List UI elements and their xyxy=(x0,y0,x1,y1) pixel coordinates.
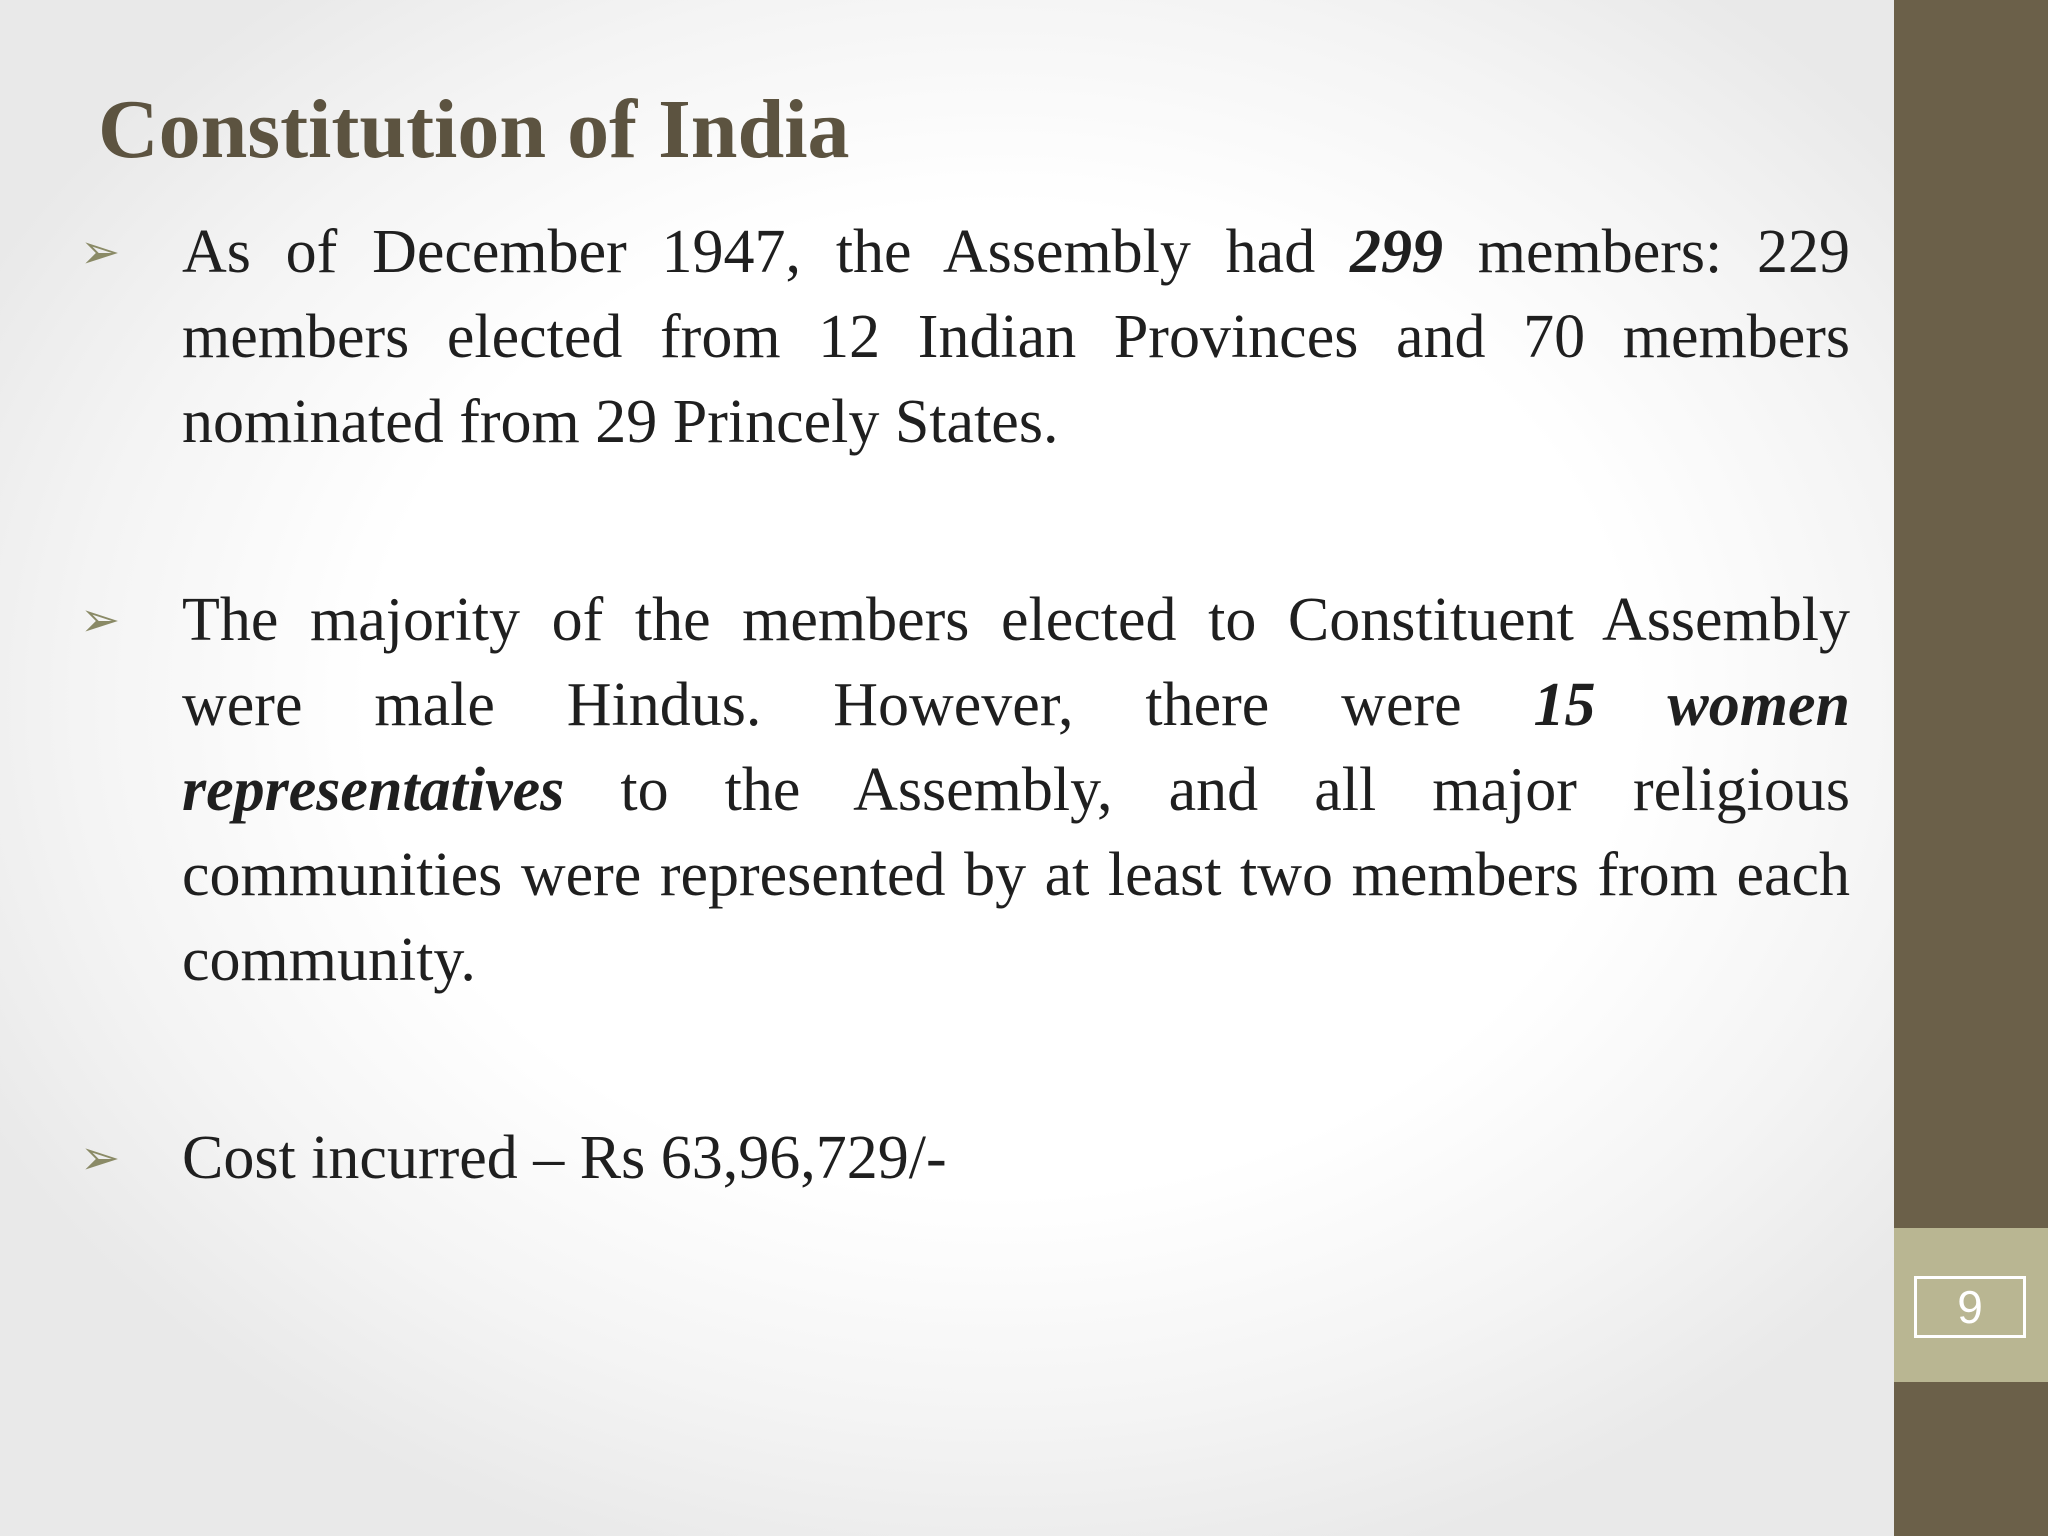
arrowhead-bullet-icon: ➢ xyxy=(80,1130,121,1186)
bullet-text: The majority of the members elected to Constituent Assembly were male Hindus. However, there were xyxy=(182,586,1850,739)
bullet-text: to the Assembly, and all major religious communities were represented by at least two members from each community. xyxy=(182,756,1850,994)
bullet-text: Cost incurred – Rs 63,96,729/- xyxy=(182,1124,947,1192)
bullet-item-assembly-members xyxy=(80,210,1850,465)
bullet-list xyxy=(80,210,1850,1201)
arrowhead-bullet-icon: ➢ xyxy=(80,592,121,648)
bullet-item-cost xyxy=(80,1116,1850,1201)
slide-title: Constitution of India xyxy=(98,83,850,176)
bullet-text: members: 229 members elected from 12 Indian Provinces and 70 members nominated from 29 Princely States. xyxy=(182,218,1850,456)
arrowhead-bullet-icon: ➢ xyxy=(80,224,121,280)
page-number: 9 xyxy=(1914,1276,2026,1338)
bullet-item-women-representatives xyxy=(80,578,1850,1003)
bullet-emphasis: 299 xyxy=(1349,218,1443,286)
bullet-text: As of December 1947, the Assembly had xyxy=(182,218,1350,286)
bullet-emphasis: 15 women representatives xyxy=(182,671,1850,824)
